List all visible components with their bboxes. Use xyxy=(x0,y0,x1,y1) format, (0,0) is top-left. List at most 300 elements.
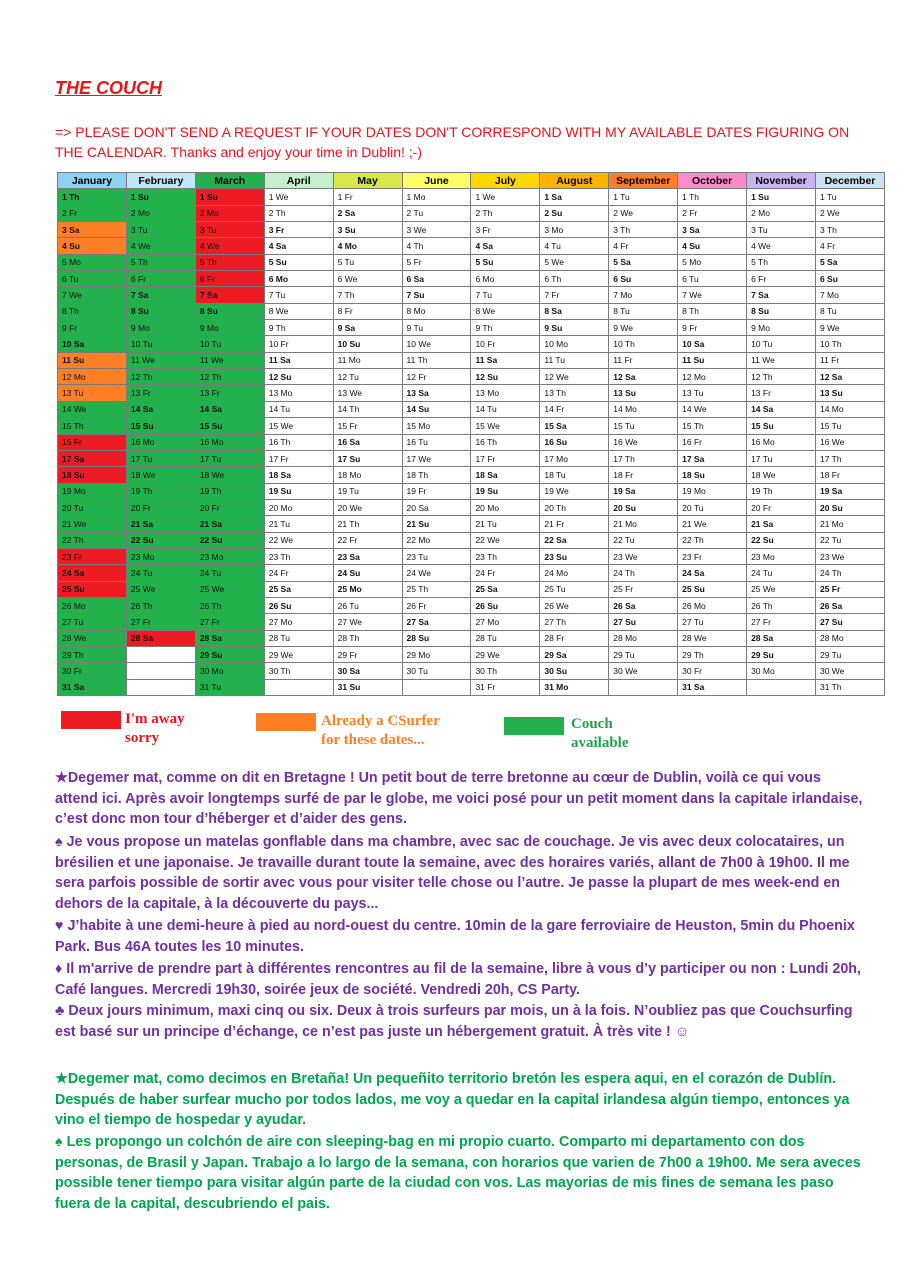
day-cell: 30 Th xyxy=(264,663,333,679)
day-cell: 9 Sa xyxy=(333,320,402,336)
day-cell: 28 Tu xyxy=(471,630,540,646)
day-cell: 13 Mo xyxy=(264,385,333,401)
month-header: November xyxy=(747,173,816,189)
day-cell: 28 Sa xyxy=(747,630,816,646)
day-cell: 11 Fr xyxy=(609,352,678,368)
day-cell: 5 Sa xyxy=(815,254,884,270)
day-cell: 31 Su xyxy=(333,679,402,695)
day-cell: 4 Sa xyxy=(264,238,333,254)
day-cell: 5 Th xyxy=(195,254,264,270)
day-cell: 10 Fr xyxy=(471,336,540,352)
day-cell: 11 We xyxy=(747,352,816,368)
day-cell: 22 We xyxy=(471,532,540,548)
day-cell: 28 Tu xyxy=(264,630,333,646)
day-cell: 20 Sa xyxy=(402,499,471,515)
calendar-row xyxy=(58,532,885,548)
day-cell: 26 Fr xyxy=(402,597,471,613)
day-cell: 13 Sa xyxy=(402,385,471,401)
day-cell: 21 Th xyxy=(333,516,402,532)
day-cell: 25 Fr xyxy=(815,581,884,597)
day-cell: 27 Th xyxy=(540,614,609,630)
day-cell: 6 Mo xyxy=(264,271,333,287)
day-cell: 26 Sa xyxy=(609,597,678,613)
day-cell: 26 Th xyxy=(195,597,264,613)
day-cell: 24 Th xyxy=(609,565,678,581)
day-cell: 26 We xyxy=(540,597,609,613)
day-cell: 11 Sa xyxy=(471,352,540,368)
day-cell: 9 Fr xyxy=(58,320,127,336)
day-cell: 16 We xyxy=(609,434,678,450)
day-cell: 15 Th xyxy=(678,418,747,434)
day-cell: 28 Sa xyxy=(126,630,195,646)
day-cell: 12 Tu xyxy=(333,369,402,385)
day-cell: 27 Su xyxy=(815,614,884,630)
day-cell: 2 Th xyxy=(471,205,540,221)
day-cell: 14 Su xyxy=(402,401,471,417)
day-cell: 25 We xyxy=(126,581,195,597)
day-cell: 18 Fr xyxy=(609,467,678,483)
day-cell: 17 Tu xyxy=(195,450,264,466)
day-cell: 7 Sa xyxy=(747,287,816,303)
day-cell: 3 Th xyxy=(815,222,884,238)
day-cell: 26 Su xyxy=(264,597,333,613)
day-cell: 1 Su xyxy=(747,189,816,205)
day-cell: 27 Fr xyxy=(126,614,195,630)
day-cell: 10 Su xyxy=(333,336,402,352)
day-cell: 26 Th xyxy=(747,597,816,613)
day-cell: 6 Th xyxy=(540,271,609,287)
day-cell: 2 Th xyxy=(264,205,333,221)
day-cell: 28 We xyxy=(678,630,747,646)
day-cell: 21 Mo xyxy=(815,516,884,532)
day-cell: 18 Sa xyxy=(471,467,540,483)
calendar-row xyxy=(58,548,885,564)
day-cell: 14 Th xyxy=(333,401,402,417)
day-cell: 30 Mo xyxy=(195,663,264,679)
day-cell: 29 Sa xyxy=(540,646,609,662)
day-cell: 15 Tu xyxy=(609,418,678,434)
day-cell: 22 Th xyxy=(58,532,127,548)
day-cell: 28 Sa xyxy=(195,630,264,646)
day-cell: 14 Tu xyxy=(264,401,333,417)
day-cell: 9 Mo xyxy=(747,320,816,336)
day-cell: 28 We xyxy=(58,630,127,646)
day-cell: 11 Mo xyxy=(333,352,402,368)
day-cell: 17 Mo xyxy=(540,450,609,466)
day-cell: 12 Sa xyxy=(815,369,884,385)
calendar-row xyxy=(58,450,885,466)
day-cell: 19 Th xyxy=(126,483,195,499)
day-cell: 19 Su xyxy=(471,483,540,499)
day-cell: 28 Fr xyxy=(540,630,609,646)
day-cell: 6 Tu xyxy=(58,271,127,287)
day-cell: 9 Th xyxy=(264,320,333,336)
day-cell: 31 Fr xyxy=(471,679,540,695)
calendar-row xyxy=(58,499,885,515)
french-paragraph-location: ♥ J’habite à une demi-heure à pied au nord-ouest du centre. 10min de la gare ferroviaire de Heuston, 5min du Phoenix Park. Bus 46A toutes les 10 minutes. xyxy=(55,918,855,955)
day-cell: 1 Mo xyxy=(402,189,471,205)
day-cell: 29 Th xyxy=(58,646,127,662)
day-cell xyxy=(126,679,195,695)
day-cell: 25 We xyxy=(747,581,816,597)
day-cell: 30 We xyxy=(815,663,884,679)
day-cell: 29 Tu xyxy=(815,646,884,662)
day-cell: 19 Sa xyxy=(609,483,678,499)
calendar-row xyxy=(58,189,885,205)
day-cell: 20 Fr xyxy=(195,499,264,515)
calendar-row xyxy=(58,565,885,581)
calendar-row xyxy=(58,630,885,646)
day-cell: 12 Fr xyxy=(402,369,471,385)
day-cell: 23 Fr xyxy=(58,548,127,564)
notice-text: => PLEASE DON'T SEND A REQUEST IF YOUR DATES DON'T CORRESPOND WITH MY AVAILABLE DATES FIGURING ON THE CALENDAR. Thanks and enjoy your time in Dublin! ;-) xyxy=(55,124,850,160)
day-cell: 3 Tu xyxy=(195,222,264,238)
day-cell: 5 Th xyxy=(126,254,195,270)
day-cell: 21 Mo xyxy=(609,516,678,532)
day-cell: 26 Mo xyxy=(58,597,127,613)
day-cell: 19 Su xyxy=(264,483,333,499)
day-cell: 14 We xyxy=(58,401,127,417)
day-cell: 24 Tu xyxy=(126,565,195,581)
day-cell: 3 Th xyxy=(609,222,678,238)
day-cell: 25 Th xyxy=(402,581,471,597)
day-cell: 31 Sa xyxy=(58,679,127,695)
day-cell: 6 Fr xyxy=(747,271,816,287)
day-cell: 18 Th xyxy=(402,467,471,483)
day-cell: 19 Mo xyxy=(58,483,127,499)
day-cell: 14 Sa xyxy=(195,401,264,417)
day-cell: 10 Tu xyxy=(747,336,816,352)
day-cell: 27 We xyxy=(333,614,402,630)
day-cell: 16 Mo xyxy=(195,434,264,450)
day-cell: 18 Su xyxy=(58,467,127,483)
day-cell: 31 Th xyxy=(815,679,884,695)
calendar-row xyxy=(58,254,885,270)
day-cell: 25 Sa xyxy=(264,581,333,597)
day-cell: 20 Tu xyxy=(58,499,127,515)
day-cell: 19 Fr xyxy=(402,483,471,499)
day-cell: 13 We xyxy=(333,385,402,401)
legend-away-label xyxy=(125,710,185,748)
day-cell: 8 Su xyxy=(195,303,264,319)
day-cell: 26 Mo xyxy=(678,597,747,613)
day-cell: 15 Th xyxy=(58,418,127,434)
month-header: February xyxy=(126,173,195,189)
legend-away-swatch xyxy=(61,711,121,729)
day-cell: 5 Fr xyxy=(402,254,471,270)
day-cell: 4 We xyxy=(126,238,195,254)
day-cell: 25 Fr xyxy=(609,581,678,597)
day-cell: 29 Th xyxy=(678,646,747,662)
day-cell: 17 Fr xyxy=(471,450,540,466)
day-cell: 30 Fr xyxy=(58,663,127,679)
day-cell: 18 Mo xyxy=(333,467,402,483)
day-cell: 5 Tu xyxy=(333,254,402,270)
availability-calendar xyxy=(57,172,885,696)
day-cell: 15 Sa xyxy=(540,418,609,434)
day-cell: 15 Su xyxy=(195,418,264,434)
day-cell: 8 We xyxy=(471,303,540,319)
day-cell: 10 Th xyxy=(815,336,884,352)
calendar-row xyxy=(58,614,885,630)
day-cell: 9 Mo xyxy=(126,320,195,336)
french-paragraph-intro: ★Degemer mat, comme on dit en Bretagne ! Un petit bout de terre bretonne au cœur de Dublin, voilà ce qui vous attend ici. Après avoir longtemps surfé de par le globe, me voici posé pour un petit moment dans la capitale irlandaise, c’est donc mon tour d’héberger et d’aider des gens. xyxy=(55,770,863,828)
day-cell: 6 Fr xyxy=(195,271,264,287)
day-cell: 15 Mo xyxy=(402,418,471,434)
day-cell: 15 Fr xyxy=(333,418,402,434)
day-cell: 3 Sa xyxy=(678,222,747,238)
day-cell: 10 Tu xyxy=(126,336,195,352)
day-cell: 8 Su xyxy=(126,303,195,319)
day-cell: 16 Mo xyxy=(126,434,195,450)
day-cell: 5 Su xyxy=(264,254,333,270)
day-cell: 7 Mo xyxy=(815,287,884,303)
day-cell: 28 Su xyxy=(402,630,471,646)
calendar-row xyxy=(58,401,885,417)
day-cell: 18 We xyxy=(195,467,264,483)
day-cell: 24 We xyxy=(402,565,471,581)
day-cell: 28 Th xyxy=(333,630,402,646)
day-cell: 6 We xyxy=(333,271,402,287)
day-cell: 3 Sa xyxy=(58,222,127,238)
day-cell: 25 Tu xyxy=(540,581,609,597)
day-cell: 28 Mo xyxy=(815,630,884,646)
day-cell: 16 Tu xyxy=(402,434,471,450)
calendar-row xyxy=(58,483,885,499)
day-cell: 11 We xyxy=(126,352,195,368)
legend-csurfer-line1: Already a CSurfer xyxy=(321,713,440,729)
month-header: April xyxy=(264,173,333,189)
day-cell: 11 Fr xyxy=(815,352,884,368)
day-cell: 9 Th xyxy=(471,320,540,336)
day-cell: 23 We xyxy=(815,548,884,564)
day-cell: 2 Mo xyxy=(126,205,195,221)
day-cell: 13 Fr xyxy=(747,385,816,401)
day-cell: 20 Su xyxy=(815,499,884,515)
day-cell: 14 Sa xyxy=(126,401,195,417)
day-cell: 20 Fr xyxy=(126,499,195,515)
day-cell: 27 Mo xyxy=(471,614,540,630)
day-cell: 22 Tu xyxy=(609,532,678,548)
day-cell: 29 Su xyxy=(747,646,816,662)
month-header: August xyxy=(540,173,609,189)
day-cell: 9 Tu xyxy=(402,320,471,336)
legend-csurfer-line2: for these dates... xyxy=(321,732,425,748)
day-cell: 7 Tu xyxy=(471,287,540,303)
day-cell: 4 Sa xyxy=(471,238,540,254)
day-cell: 23 Mo xyxy=(126,548,195,564)
day-cell: 21 Fr xyxy=(540,516,609,532)
day-cell: 4 Fr xyxy=(609,238,678,254)
day-cell: 29 Tu xyxy=(609,646,678,662)
day-cell: 5 Mo xyxy=(58,254,127,270)
day-cell: 21 Sa xyxy=(195,516,264,532)
day-cell: 25 Su xyxy=(58,581,127,597)
day-cell: 4 Fr xyxy=(815,238,884,254)
day-cell: 13 Tu xyxy=(678,385,747,401)
day-cell: 7 We xyxy=(678,287,747,303)
calendar-row xyxy=(58,679,885,695)
day-cell: 30 Fr xyxy=(678,663,747,679)
legend-away-line2: sorry xyxy=(125,730,160,746)
calendar-row xyxy=(58,205,885,221)
day-cell: 31 Tu xyxy=(195,679,264,695)
day-cell: 2 We xyxy=(609,205,678,221)
day-cell: 27 Fr xyxy=(747,614,816,630)
day-cell: 24 Sa xyxy=(58,565,127,581)
day-cell: 29 Su xyxy=(195,646,264,662)
day-cell: 29 Fr xyxy=(333,646,402,662)
day-cell: 18 We xyxy=(126,467,195,483)
day-cell: 19 Mo xyxy=(678,483,747,499)
day-cell: 1 We xyxy=(471,189,540,205)
day-cell: 3 Fr xyxy=(471,222,540,238)
day-cell: 23 Fr xyxy=(678,548,747,564)
day-cell: 7 Th xyxy=(333,287,402,303)
calendar-row xyxy=(58,238,885,254)
day-cell: 30 Sa xyxy=(333,663,402,679)
month-header: January xyxy=(58,173,127,189)
day-cell: 17 Sa xyxy=(58,450,127,466)
day-cell: 9 Su xyxy=(540,320,609,336)
day-cell: 12 Th xyxy=(126,369,195,385)
calendar-row xyxy=(58,467,885,483)
day-cell: 9 We xyxy=(609,320,678,336)
calendar-row xyxy=(58,336,885,352)
day-cell: 29 We xyxy=(264,646,333,662)
day-cell: 15 We xyxy=(264,418,333,434)
day-cell: 27 Tu xyxy=(678,614,747,630)
day-cell: 27 Mo xyxy=(264,614,333,630)
day-cell: 30 Su xyxy=(540,663,609,679)
day-cell: 3 We xyxy=(402,222,471,238)
day-cell: 4 Th xyxy=(402,238,471,254)
day-cell: 12 Su xyxy=(471,369,540,385)
day-cell: 8 Mo xyxy=(402,303,471,319)
day-cell: 24 Su xyxy=(333,565,402,581)
day-cell: 22 Su xyxy=(195,532,264,548)
day-cell: 6 Mo xyxy=(471,271,540,287)
calendar-row xyxy=(58,434,885,450)
day-cell: 17 Sa xyxy=(678,450,747,466)
day-cell: 16 Su xyxy=(540,434,609,450)
day-cell: 13 Fr xyxy=(195,385,264,401)
day-cell: 4 Su xyxy=(58,238,127,254)
day-cell: 27 Fr xyxy=(195,614,264,630)
day-cell: 4 Mo xyxy=(333,238,402,254)
day-cell: 3 Fr xyxy=(264,222,333,238)
day-cell: 21 Su xyxy=(402,516,471,532)
calendar-row xyxy=(58,516,885,532)
day-cell: 17 Su xyxy=(333,450,402,466)
day-cell: 10 Sa xyxy=(678,336,747,352)
day-cell: 20 Su xyxy=(609,499,678,515)
day-cell: 27 Sa xyxy=(402,614,471,630)
day-cell: 7 Sa xyxy=(126,287,195,303)
month-header: June xyxy=(402,173,471,189)
day-cell: 22 Th xyxy=(678,532,747,548)
day-cell: 10 Mo xyxy=(540,336,609,352)
day-cell: 3 Tu xyxy=(126,222,195,238)
day-cell: 22 Su xyxy=(747,532,816,548)
day-cell: 5 Sa xyxy=(609,254,678,270)
day-cell: 25 We xyxy=(195,581,264,597)
day-cell: 8 Tu xyxy=(609,303,678,319)
day-cell: 16 Th xyxy=(471,434,540,450)
day-cell: 7 Sa xyxy=(195,287,264,303)
day-cell: 1 Fr xyxy=(333,189,402,205)
day-cell: 7 Mo xyxy=(609,287,678,303)
day-cell: 12 We xyxy=(540,369,609,385)
day-cell: 2 Fr xyxy=(678,205,747,221)
day-cell: 23 Mo xyxy=(195,548,264,564)
day-cell: 22 Mo xyxy=(402,532,471,548)
day-cell: 15 Su xyxy=(126,418,195,434)
calendar-row xyxy=(58,320,885,336)
day-cell: 6 Sa xyxy=(402,271,471,287)
day-cell: 4 Tu xyxy=(540,238,609,254)
day-cell: 11 Su xyxy=(678,352,747,368)
day-cell: 20 We xyxy=(333,499,402,515)
calendar-row xyxy=(58,271,885,287)
day-cell: 26 Sa xyxy=(815,597,884,613)
day-cell xyxy=(609,679,678,695)
day-cell: 25 Mo xyxy=(333,581,402,597)
day-cell: 8 Th xyxy=(58,303,127,319)
day-cell: 8 Sa xyxy=(540,303,609,319)
day-cell: 19 Th xyxy=(747,483,816,499)
day-cell: 12 Sa xyxy=(609,369,678,385)
day-cell: 10 Th xyxy=(609,336,678,352)
day-cell: 23 Tu xyxy=(402,548,471,564)
day-cell: 7 Tu xyxy=(264,287,333,303)
day-cell: 1 Sa xyxy=(540,189,609,205)
day-cell: 14 Fr xyxy=(540,401,609,417)
day-cell: 18 Tu xyxy=(540,467,609,483)
day-cell: 5 Th xyxy=(747,254,816,270)
month-header: December xyxy=(815,173,884,189)
day-cell: 17 Th xyxy=(815,450,884,466)
month-header: July xyxy=(471,173,540,189)
day-cell: 12 Mo xyxy=(678,369,747,385)
day-cell: 23 Th xyxy=(471,548,540,564)
day-cell: 24 Fr xyxy=(471,565,540,581)
day-cell: 24 Fr xyxy=(264,565,333,581)
calendar-row xyxy=(58,581,885,597)
day-cell: 8 Th xyxy=(678,303,747,319)
day-cell: 16 Th xyxy=(264,434,333,450)
day-cell: 22 Sa xyxy=(540,532,609,548)
day-cell: 22 Fr xyxy=(333,532,402,548)
day-cell: 23 Sa xyxy=(333,548,402,564)
day-cell: 31 Mo xyxy=(540,679,609,695)
day-cell: 6 Tu xyxy=(678,271,747,287)
legend-available-swatch xyxy=(504,717,564,735)
french-paragraph-couch: ♠ Je vous propose un matelas gonflable dans ma chambre, avec sac de couchage. Je vis avec deux colocataires, un brésilien et une japonaise. Je travaille durant toute la semaine, avec des horaires variés, allant de 7h00 à 19h00. Il me sera parfois possible de sortir avec vous pour visiter telle chose ou l’autre. Je passe la plupart de mes week-end en dehors de la capitale, à la découverte du pays... xyxy=(55,834,850,912)
day-cell: 18 Sa xyxy=(264,467,333,483)
legend-available-label xyxy=(571,715,629,753)
day-cell: 12 Su xyxy=(264,369,333,385)
day-cell: 7 Su xyxy=(402,287,471,303)
day-cell: 14 Mo xyxy=(609,401,678,417)
day-cell: 1 Tu xyxy=(815,189,884,205)
day-cell: 25 Su xyxy=(678,581,747,597)
day-cell: 1 Th xyxy=(58,189,127,205)
day-cell: 14 Sa xyxy=(747,401,816,417)
calendar-body xyxy=(58,189,885,696)
day-cell: 22 We xyxy=(264,532,333,548)
day-cell: 2 Mo xyxy=(195,205,264,221)
